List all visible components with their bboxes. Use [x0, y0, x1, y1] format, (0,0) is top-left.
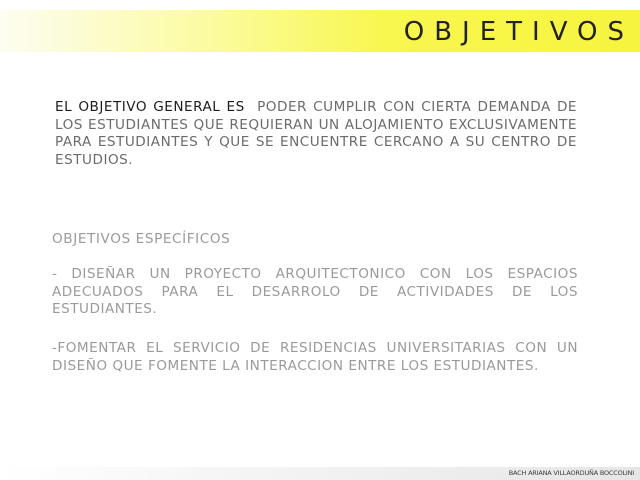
- general-objective-text: PODER CUMPLIR CON CIERTA DEMANDA DE LOS ESTUDIANTES QUE REQUIERAN UN ALOJAMIENTO EXCLUSIVAMENTE PARA ESTUDIANTES Y QUE SE ENCUENTRE CERCANO A SU CENTRO DE ESTUDIOS.: [55, 99, 577, 168]
- footer-author: BACH ARIANA VILLAORDUÑA BOCCOLINI: [508, 469, 634, 477]
- general-objective-paragraph: [55, 99, 577, 169]
- specific-objective-item: -FOMENTAR EL SERVICIO DE RESIDENCIAS UNIVERSITARIAS CON UN DISEÑO QUE FOMENTE LA INTERACCION ENTRE LOS ESTUDIANTES.: [52, 340, 578, 374]
- general-objective-lead: EL OBJETIVO GENERAL ES: [55, 99, 245, 115]
- specific-objectives-heading: OBJETIVOS ESPECÍFICOS: [52, 231, 231, 247]
- slide-title: OBJETIVOS: [403, 17, 634, 47]
- specific-objective-item: - DISEÑAR UN PROYECTO ARQUITECTONICO CON LOS ESPACIOS ADECUADOS PARA EL DESARROLO DE ACTIVIDADES DE LOS ESTUDIANTES.: [52, 266, 578, 317]
